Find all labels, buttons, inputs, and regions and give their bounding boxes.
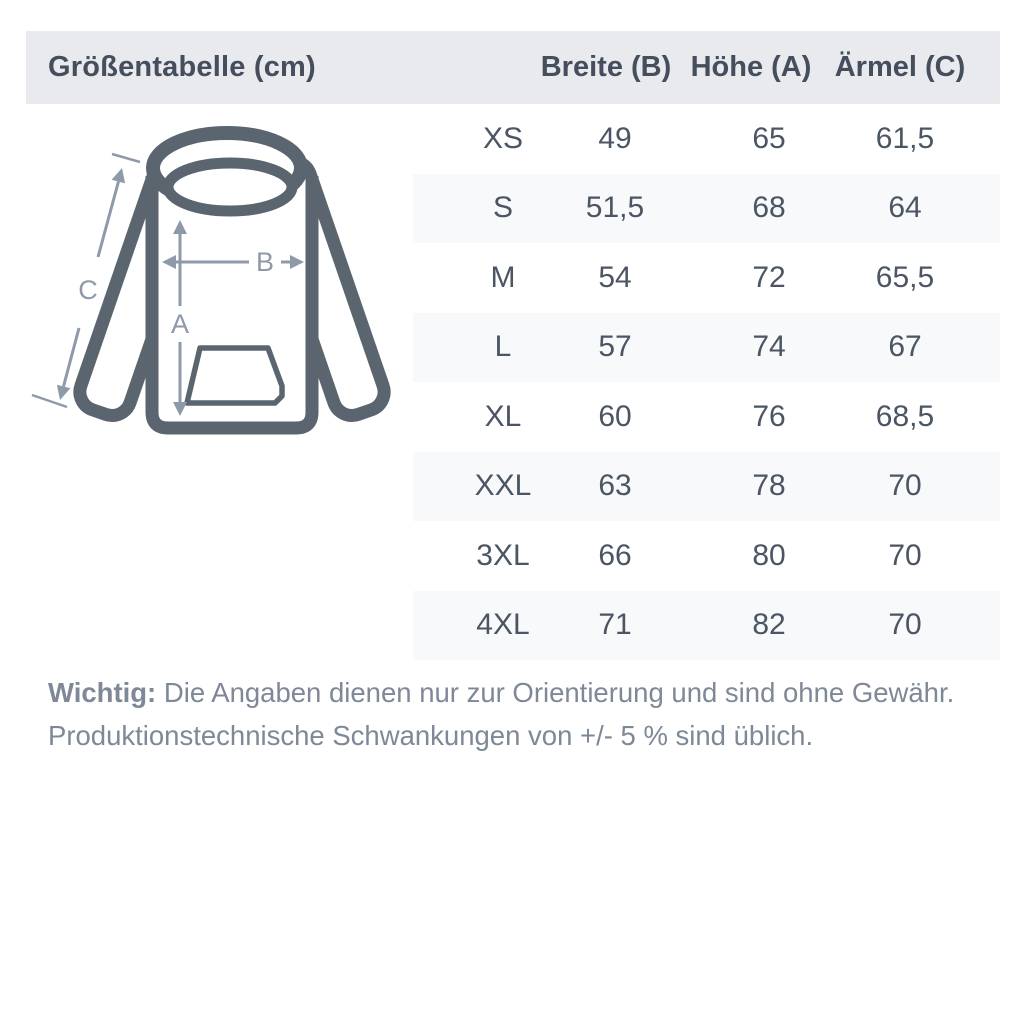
measurement-value: 54 [598,260,632,294]
measurement-value: 60 [598,399,632,433]
measurement-value: 57 [598,330,632,364]
table-row [413,452,1000,522]
measurement-value: 74 [752,330,786,364]
table-row [413,104,1000,174]
size-label: XL [484,399,522,433]
measurement-value: 70 [888,608,922,642]
measurement-value: 82 [752,608,786,642]
table-row [413,313,1000,383]
measurement-value: 51,5 [585,191,645,225]
hoodie-illustration [30,118,430,458]
footer-note [48,671,978,757]
measurement-value: 71 [598,608,632,642]
size-label: XXL [474,469,532,503]
measurement-value: 49 [598,121,632,155]
measurement-value: 65 [752,121,786,155]
measurement-value: 67 [888,330,922,364]
measurement-value: 70 [888,469,922,503]
measurement-value: 64 [888,191,922,225]
measurement-value: 65,5 [875,260,935,294]
table-row [413,382,1000,452]
sleeve-label: C [78,275,98,305]
column-header-height: Höhe (A) [690,51,812,83]
footer-line2: Produktionstechnische Schwankungen von +/- 5 % sind üblich. [48,720,814,751]
table-row [413,243,1000,313]
measurement-value: 72 [752,260,786,294]
hoodie-collar [168,163,292,211]
measurement-value: 80 [752,538,786,572]
size-label: L [494,330,512,364]
size-label: XS [482,121,524,155]
measurement-value: 68,5 [875,399,935,433]
table-row [413,521,1000,591]
chart-title: Größentabelle (cm) [48,51,316,83]
table-row [413,174,1000,244]
measurement-value: 68 [752,191,786,225]
hoodie-pocket [187,348,282,403]
measurement-value: 61,5 [875,121,935,155]
size-label: S [492,191,514,225]
measurement-value: 78 [752,469,786,503]
measurement-value: 70 [888,538,922,572]
column-header-width: Breite (B) [540,51,672,83]
height-label: A [170,309,190,339]
size-label: M [490,260,516,294]
measurement-value: 76 [752,399,786,433]
footer-line1: Die Angaben dienen nur zur Orientierung und sind ohne Gewähr. [156,677,955,708]
size-label: 4XL [476,608,530,642]
size-table-rows [413,104,1000,660]
measurement-value: 63 [598,469,632,503]
size-chart-header [26,31,1000,104]
table-row [413,591,1000,661]
width-label: B [255,247,275,277]
footer-important-label: Wichtig: [48,677,157,708]
column-header-sleeve: Ärmel (C) [834,51,966,83]
measurement-value: 66 [598,538,632,572]
size-label: 3XL [476,538,530,572]
